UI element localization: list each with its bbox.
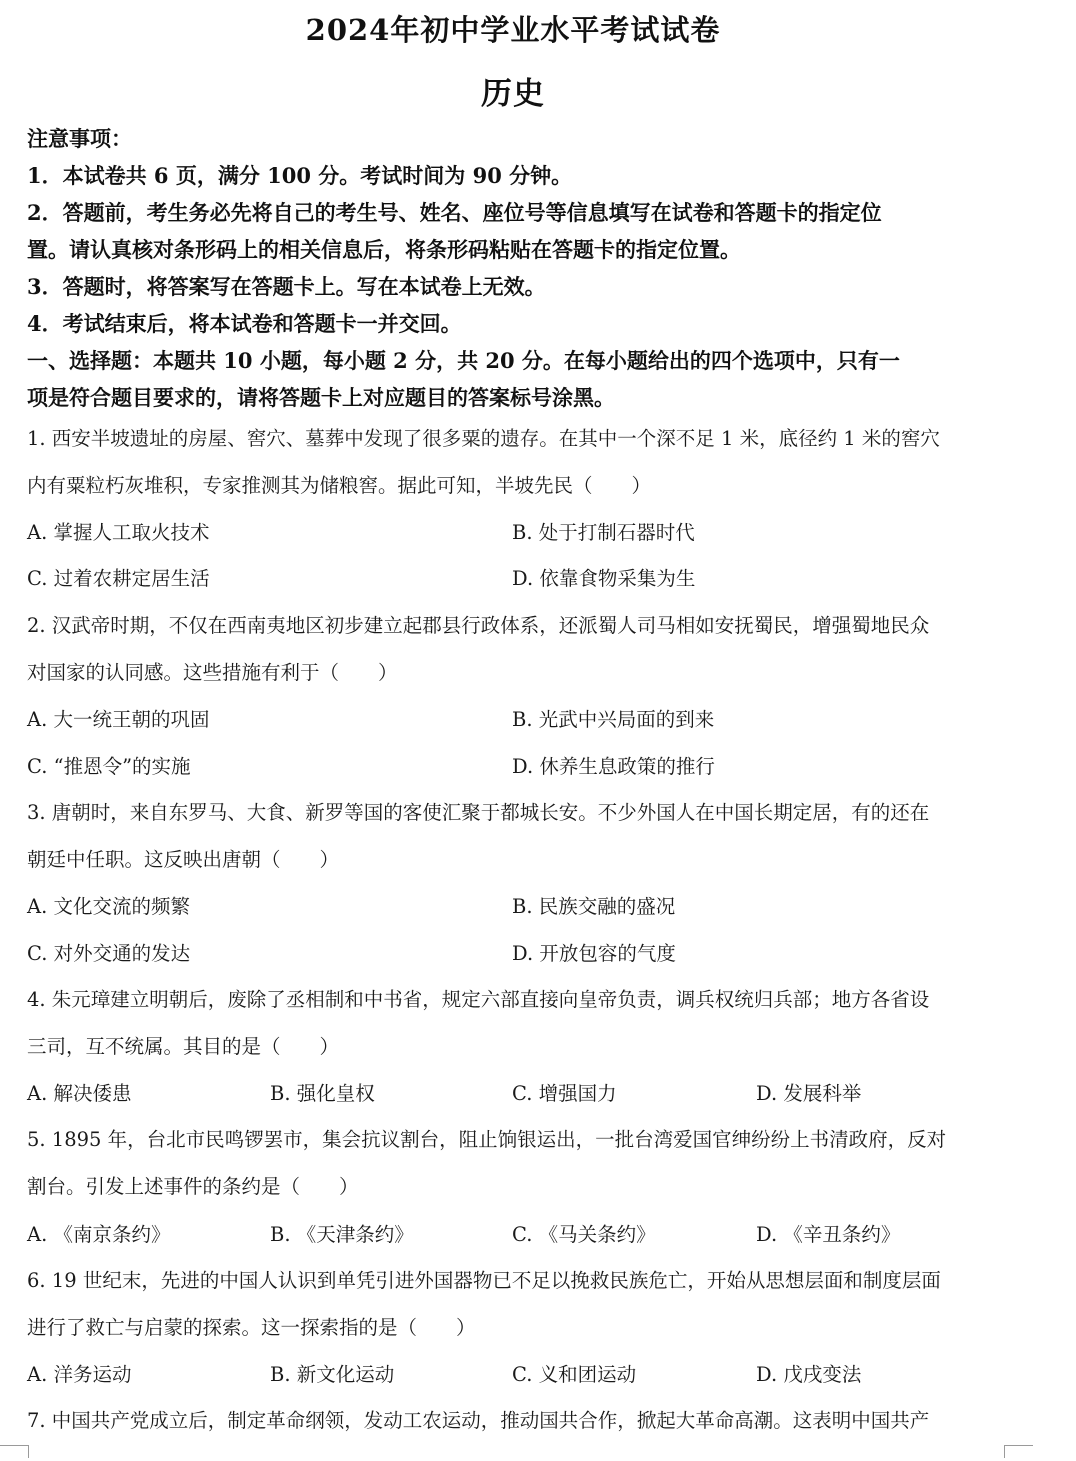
question-stem: 6. 19 世纪末，先进的中国人认识到单凭引进外国器物已不足以挽救民族危亡，开始从思想层面和制度层面 <box>27 1269 941 1292</box>
notice-item: 1．本试卷共 6 页，满分 100 分。考试时间为 90 分钟。 <box>27 163 573 188</box>
exam-subject: 历史 <box>481 76 545 112</box>
option-d: D. 《辛丑条约》 <box>756 1223 901 1246</box>
question-stem: 4. 朱元璋建立明朝后，废除了丞相制和中书省，规定六部直接向皇帝负责，调兵权统归兵部；地方各省设 <box>27 988 930 1011</box>
question-stem: 5. 1895 年，台北市民鸣锣罢市，集会抗议割台，阻止饷银运出，一批台湾爱国官绅纷纷上书清政府，反对 <box>27 1128 947 1151</box>
question-stem: 2. 汉武帝时期，不仅在西南夷地区初步建立起郡县行政体系，还派蜀人司马相如安抚蜀民，增强蜀地民众 <box>27 614 930 637</box>
notice-item: 4．考试结束后，将本试卷和答题卡一并交回。 <box>27 311 462 336</box>
section-instructions: 一、选择题：本题共 10 小题，每小题 2 分，共 20 分。在每小题给出的四个选项中，只有一 <box>27 348 900 373</box>
question-stem: 朝廷中任职。这反映出唐朝（ ） <box>27 848 340 871</box>
question-stem: 三司，互不统属。其目的是（ ） <box>27 1035 340 1058</box>
notice-item: 置。请认真核对条形码上的相关信息后，将条形码粘贴在答题卡的指定位置。 <box>27 237 741 262</box>
option-b: B. 强化皇权 <box>270 1082 375 1105</box>
page-corner-mark <box>1004 1445 1033 1458</box>
section-instructions: 项是符合题目要求的，请将答题卡上对应题目的答案标号涂黑。 <box>27 385 615 410</box>
option-a: A. 文化交流的频繁 <box>27 895 190 918</box>
option-c: C. “推恩令”的实施 <box>27 755 191 778</box>
exam-title: 2024年初中学业水平考试试卷 <box>305 13 721 47</box>
option-a: A. 解决倭患 <box>27 1082 132 1105</box>
question-stem: 7. 中国共产党成立后，制定革命纲领，发动工农运动，推动国共合作，掀起大革命高潮。这表明中国共产 <box>27 1409 930 1432</box>
option-d: D. 开放包容的气度 <box>512 942 676 965</box>
option-b: B. 新文化运动 <box>270 1363 395 1386</box>
option-a: A. 掌握人工取火技术 <box>27 521 210 544</box>
option-c: C. 过着农耕定居生活 <box>27 567 210 590</box>
option-a: A. 《南京条约》 <box>27 1223 171 1246</box>
option-b: B. 民族交融的盛况 <box>512 895 676 918</box>
page-corner-mark <box>0 1445 29 1458</box>
option-d: D. 休养生息政策的推行 <box>512 755 715 778</box>
option-a: A. 洋务运动 <box>27 1363 132 1386</box>
option-c: C. 增强国力 <box>512 1082 617 1105</box>
option-c: C. 义和团运动 <box>512 1363 637 1386</box>
option-d: D. 发展科举 <box>756 1082 862 1105</box>
option-c: C. 对外交通的发达 <box>27 942 191 965</box>
notice-heading: 注意事项： <box>27 126 132 151</box>
option-d: D. 依靠食物采集为生 <box>512 567 696 590</box>
question-stem: 割台。引发上述事件的条约是（ ） <box>27 1175 359 1198</box>
question-stem: 内有粟粒朽灰堆积，专家推测其为储粮窖。据此可知，半坡先民（ ） <box>27 474 652 497</box>
option-b: B. 处于打制石器时代 <box>512 521 695 544</box>
question-stem: 进行了救亡与启蒙的探索。这一探索指的是（ ） <box>27 1316 476 1339</box>
option-a: A. 大一统王朝的巩固 <box>27 708 210 731</box>
question-stem: 对国家的认同感。这些措施有利于（ ） <box>27 661 398 684</box>
notice-item: 2．答题前，考生务必先将自己的考生号、姓名、座位号等信息填写在试卷和答题卡的指定位 <box>27 200 882 225</box>
option-b: B. 《天津条约》 <box>270 1223 414 1246</box>
question-stem: 1. 西安半坡遗址的房屋、窖穴、墓葬中发现了很多粟的遗存。在其中一个深不足 1 米，底径约 1 米的窖穴 <box>27 427 940 450</box>
question-stem: 3. 唐朝时，来自东罗马、大食、新罗等国的客使汇聚于都城长安。不少外国人在中国长期定居，有的还在 <box>27 801 930 824</box>
option-b: B. 光武中兴局面的到来 <box>512 708 715 731</box>
option-c: C. 《马关条约》 <box>512 1223 656 1246</box>
option-d: D. 戊戌变法 <box>756 1363 862 1386</box>
notice-item: 3．答题时，将答案写在答题卡上。写在本试卷上无效。 <box>27 274 546 299</box>
